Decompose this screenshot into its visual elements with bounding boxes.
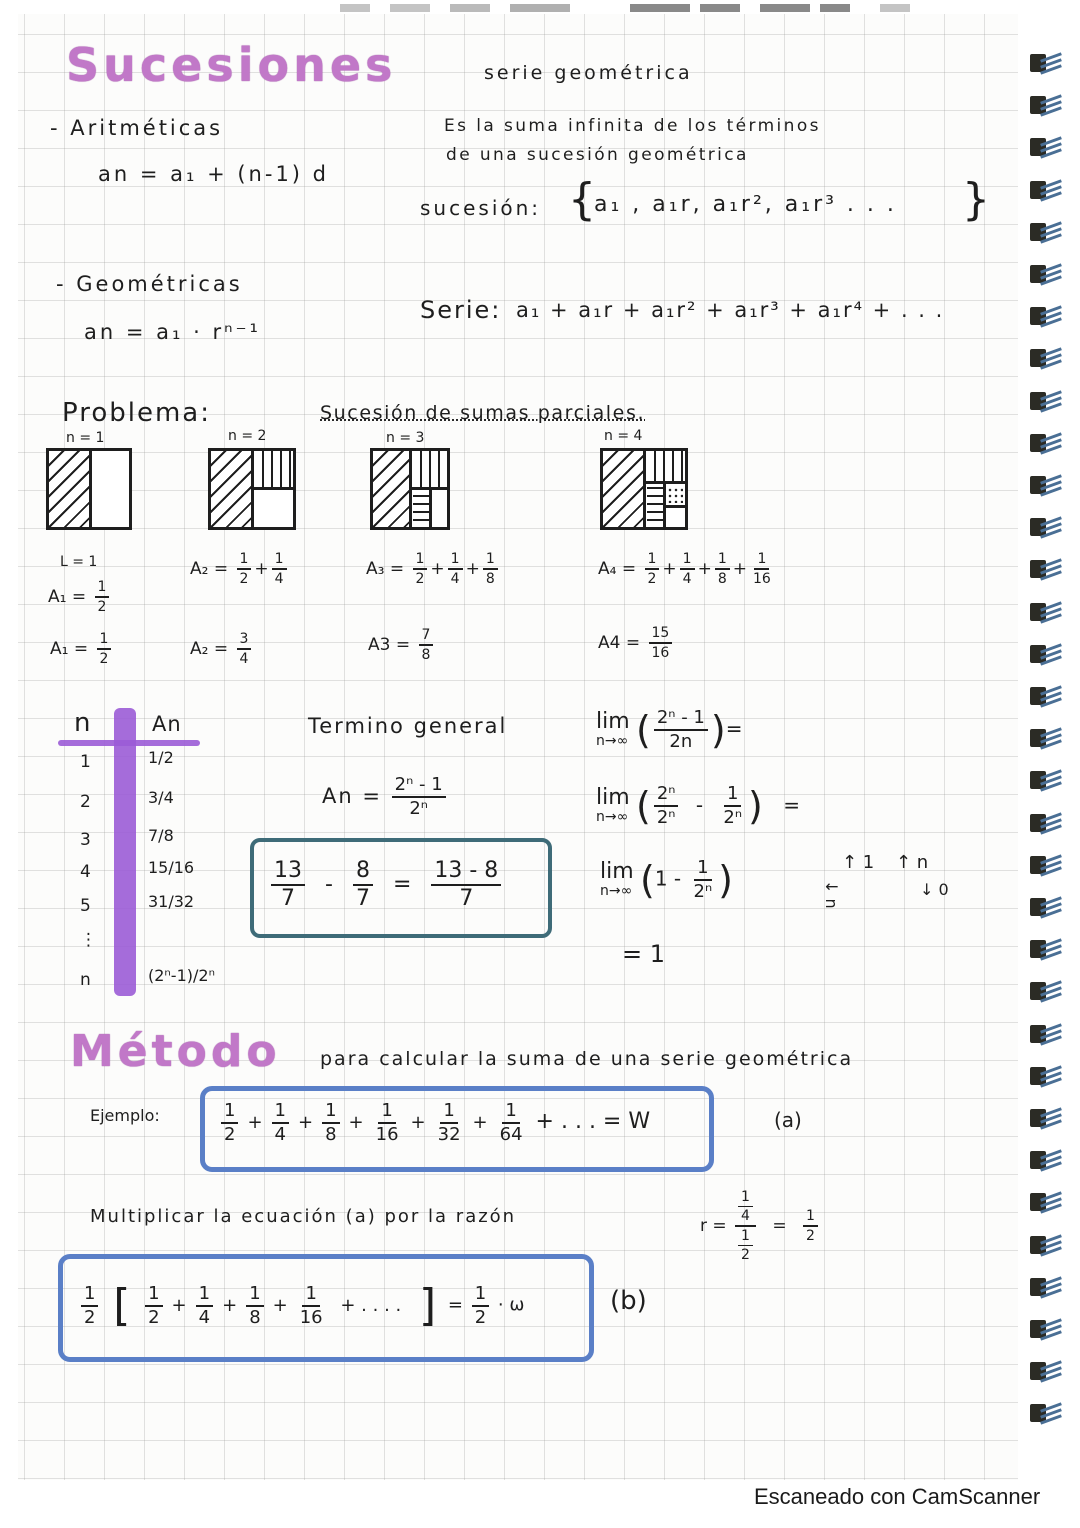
problem-subheading: Sucesión de sumas parciales. <box>320 402 646 424</box>
partial-sum-4: A₄ = $\frac{1}{2}$ + $\frac{1}{4}$ + $\frac{1}{8}$ + $\frac{1}{16}$ <box>598 551 771 587</box>
geometric-heading: - Geométricas <box>56 272 243 296</box>
spiral-ring <box>1030 938 1062 960</box>
serie-label: Serie: <box>420 296 502 324</box>
spiral-ring <box>1030 1402 1062 1424</box>
spiral-ring <box>1030 1065 1062 1087</box>
spiral-ring <box>1030 179 1062 201</box>
spiral-ring <box>1030 432 1062 454</box>
table-cell-n: 1 <box>80 752 91 772</box>
spiral-ring <box>1030 643 1062 665</box>
sucesion-open-brace: { <box>568 174 596 225</box>
arithmetic-heading: - Aritméticas <box>50 116 224 140</box>
n-label-2: n = 2 <box>228 428 267 444</box>
spiral-ring <box>1030 1023 1062 1045</box>
table-horizontal-bar <box>58 740 200 746</box>
partial-result-3: A3 = $\frac{7}{8}$ <box>368 628 436 662</box>
spiral-ring <box>1030 263 1062 285</box>
series-b: $\frac{1}{2}$ [ $\frac{1}{2}$ + $\frac{1}{4}$ + $\frac{1}{8}$ + $\frac{1}{16}$ + . . . . ] = $\frac{1}{2}$ · ω <box>78 1280 524 1331</box>
table-cell-an: 15/16 <box>148 858 195 877</box>
limit-step-3: lim n→∞ (1 - $\frac{1}{\text{2ⁿ}}$ ) <box>600 857 733 902</box>
table-cell-an: 1/2 <box>148 748 174 767</box>
spiral-ring <box>1030 1234 1062 1256</box>
spiral-ring <box>1030 1149 1062 1171</box>
series-a: $\frac{1}{2}$ + $\frac{1}{4}$ + $\frac{1}{8}$ + $\frac{1}{16}$ + $\frac{1}{32}$ + $\frac{1}{64}$ + . . . = W <box>218 1102 650 1144</box>
camscanner-watermark: Escaneado con CamScanner <box>754 1484 1041 1509</box>
arithmetic-formula: an = a₁ + (n-1) d <box>98 162 329 186</box>
example-label: Ejemplo: <box>90 1106 160 1125</box>
diagram-square-n2 <box>208 448 296 530</box>
partial-result-4: A4 = $\frac{15}{16}$ <box>598 626 675 660</box>
table-cell-n: 2 <box>80 792 91 812</box>
spiral-ring <box>1030 221 1062 243</box>
spiral-ring <box>1030 812 1062 834</box>
limit-arrow-1: ↑ 1 <box>842 852 875 873</box>
sum-label: A₁ = <box>48 587 87 607</box>
spiral-ring <box>1030 601 1062 623</box>
n-label-1: n = 1 <box>66 430 105 446</box>
bracket-term: $\frac{1}{16}$ <box>299 1282 323 1328</box>
series-term: $\frac{1}{2}$ <box>221 1102 238 1144</box>
sucesion-label: sucesión: <box>420 196 542 220</box>
spiral-ring <box>1030 94 1062 116</box>
table-vertical-bar <box>114 708 136 996</box>
definition-line-1: Es la suma infinita de los términos <box>444 116 821 136</box>
partial-sum-3: A₃ = $\frac{1}{2}$ + $\frac{1}{4}$ + $\frac{1}{8}$ <box>366 552 501 586</box>
limit-arrow-up-n: ↑ n <box>896 852 929 873</box>
spiral-ring <box>1030 727 1062 749</box>
limit-arrow-0: ↓ 0 <box>920 880 949 899</box>
table-cell-n: ⋮ <box>80 930 97 950</box>
spiral-ring <box>1030 1191 1062 1213</box>
spiral-ring <box>1030 347 1062 369</box>
partial-sum-1: A₁ = $\frac{1}{2}$ <box>48 580 112 614</box>
spiral-ring <box>1030 854 1062 876</box>
limit-step-1: lim n→∞ ( $\frac{\text{2ⁿ - 1}}{2n}$ )= <box>596 707 743 752</box>
table-cell-an: 3/4 <box>148 788 174 807</box>
spiral-ring <box>1030 136 1062 158</box>
spiral-ring <box>1030 474 1062 496</box>
diagram-square-n1 <box>46 448 132 530</box>
limit-arrow-n: ↓ n <box>822 880 841 909</box>
spiral-ring <box>1030 305 1062 327</box>
bracket-term: $\frac{1}{2}$ <box>145 1285 162 1327</box>
table-header-n: n <box>74 708 94 738</box>
limit-result: = 1 <box>622 940 666 968</box>
general-term-heading: Termino general <box>308 714 508 738</box>
spiral-ring <box>1030 769 1062 791</box>
bracket-term: $\frac{1}{4}$ <box>196 1285 213 1327</box>
sucesion-terms: a₁ , a₁r, a₁r², a₁r³ . . . <box>594 192 897 217</box>
spiral-ring <box>1030 390 1062 412</box>
spiral-ring <box>1030 980 1062 1002</box>
table-cell-an: 31/32 <box>148 892 195 911</box>
spiral-ring <box>1030 516 1062 538</box>
series-a-tag: (a) <box>774 1108 802 1132</box>
bracket-term: $\frac{1}{8}$ <box>246 1285 263 1327</box>
spiral-ring <box>1030 1276 1062 1298</box>
fraction-subtraction-example: $\frac{13}{7}$ - $\frac{8}{7}$ = $\frac{13 - 8}{7}$ <box>268 860 504 910</box>
table-cell-n: 5 <box>80 896 91 916</box>
scan-edge-artifact <box>340 4 940 14</box>
problem-heading: Problema: <box>62 398 211 428</box>
side-length-label: L = 1 <box>60 554 98 570</box>
series-term: $\frac{1}{8}$ <box>322 1102 339 1144</box>
table-cell-n: 3 <box>80 830 91 850</box>
page-title: Sucesiones <box>66 38 397 92</box>
partial-sum-2: A₂ = $\frac{1}{2}$ + $\frac{1}{4}$ <box>190 552 290 586</box>
ratio-formula: r = $\frac{\frac{1}{4}}{\frac{1}{2}}$ = $\frac{1}{2}$ <box>700 1190 821 1262</box>
limit-step-2: lim n→∞ ( $\frac{\text{2ⁿ}}{\text{2ⁿ}}$ - $\frac{1}{\text{2ⁿ}}$ ) = <box>596 783 800 828</box>
series-term: $\frac{1}{16}$ <box>375 1100 399 1145</box>
spiral-ring <box>1030 1107 1062 1129</box>
diagram-square-n4 <box>600 448 688 530</box>
diagram-square-n3 <box>370 448 450 530</box>
series-b-tag: (b) <box>610 1286 647 1316</box>
spiral-ring <box>1030 1318 1062 1340</box>
section-title-serie-geometrica: serie geométrica <box>484 62 693 84</box>
multiply-instruction: Multiplicar la ecuación (a) por la razón <box>90 1206 517 1227</box>
spiral-ring <box>1030 685 1062 707</box>
series-term: $\frac{1}{4}$ <box>272 1102 289 1144</box>
n-label-3: n = 3 <box>386 430 425 446</box>
table-header-an: An <box>152 712 182 736</box>
n-label-4: n = 4 <box>604 428 643 444</box>
table-cell-n: 4 <box>80 862 91 882</box>
serie-terms: a₁ + a₁r + a₁r² + a₁r³ + a₁r⁴ + . . . <box>516 298 945 322</box>
series-term: $\frac{1}{32}$ <box>437 1100 461 1145</box>
spiral-ring <box>1030 558 1062 580</box>
sucesion-close-brace: } <box>962 174 990 225</box>
partial-result-2: A₂ = $\frac{3}{4}$ <box>190 632 254 666</box>
method-subtitle: para calcular la suma de una serie geométrica <box>320 1048 854 1070</box>
series-term: $\frac{1}{64}$ <box>499 1100 523 1145</box>
method-title: Método <box>70 1026 281 1077</box>
spiral-ring <box>1030 1360 1062 1382</box>
spiral-ring <box>1030 896 1062 918</box>
table-cell-an: (2ⁿ-1)/2ⁿ <box>148 966 215 985</box>
geometric-formula: an = a₁ · rⁿ⁻¹ <box>84 320 261 344</box>
definition-line-2: de una sucesión geométrica <box>446 145 749 165</box>
spiral-ring <box>1030 52 1062 74</box>
general-term-formula: An = $\frac{\text{2ⁿ - 1}}{\text{2ⁿ}}$ <box>322 776 449 818</box>
table-cell-n: n <box>80 970 91 990</box>
partial-result-1: A₁ = $\frac{1}{2}$ <box>50 632 114 666</box>
table-cell-an: 7/8 <box>148 826 174 845</box>
